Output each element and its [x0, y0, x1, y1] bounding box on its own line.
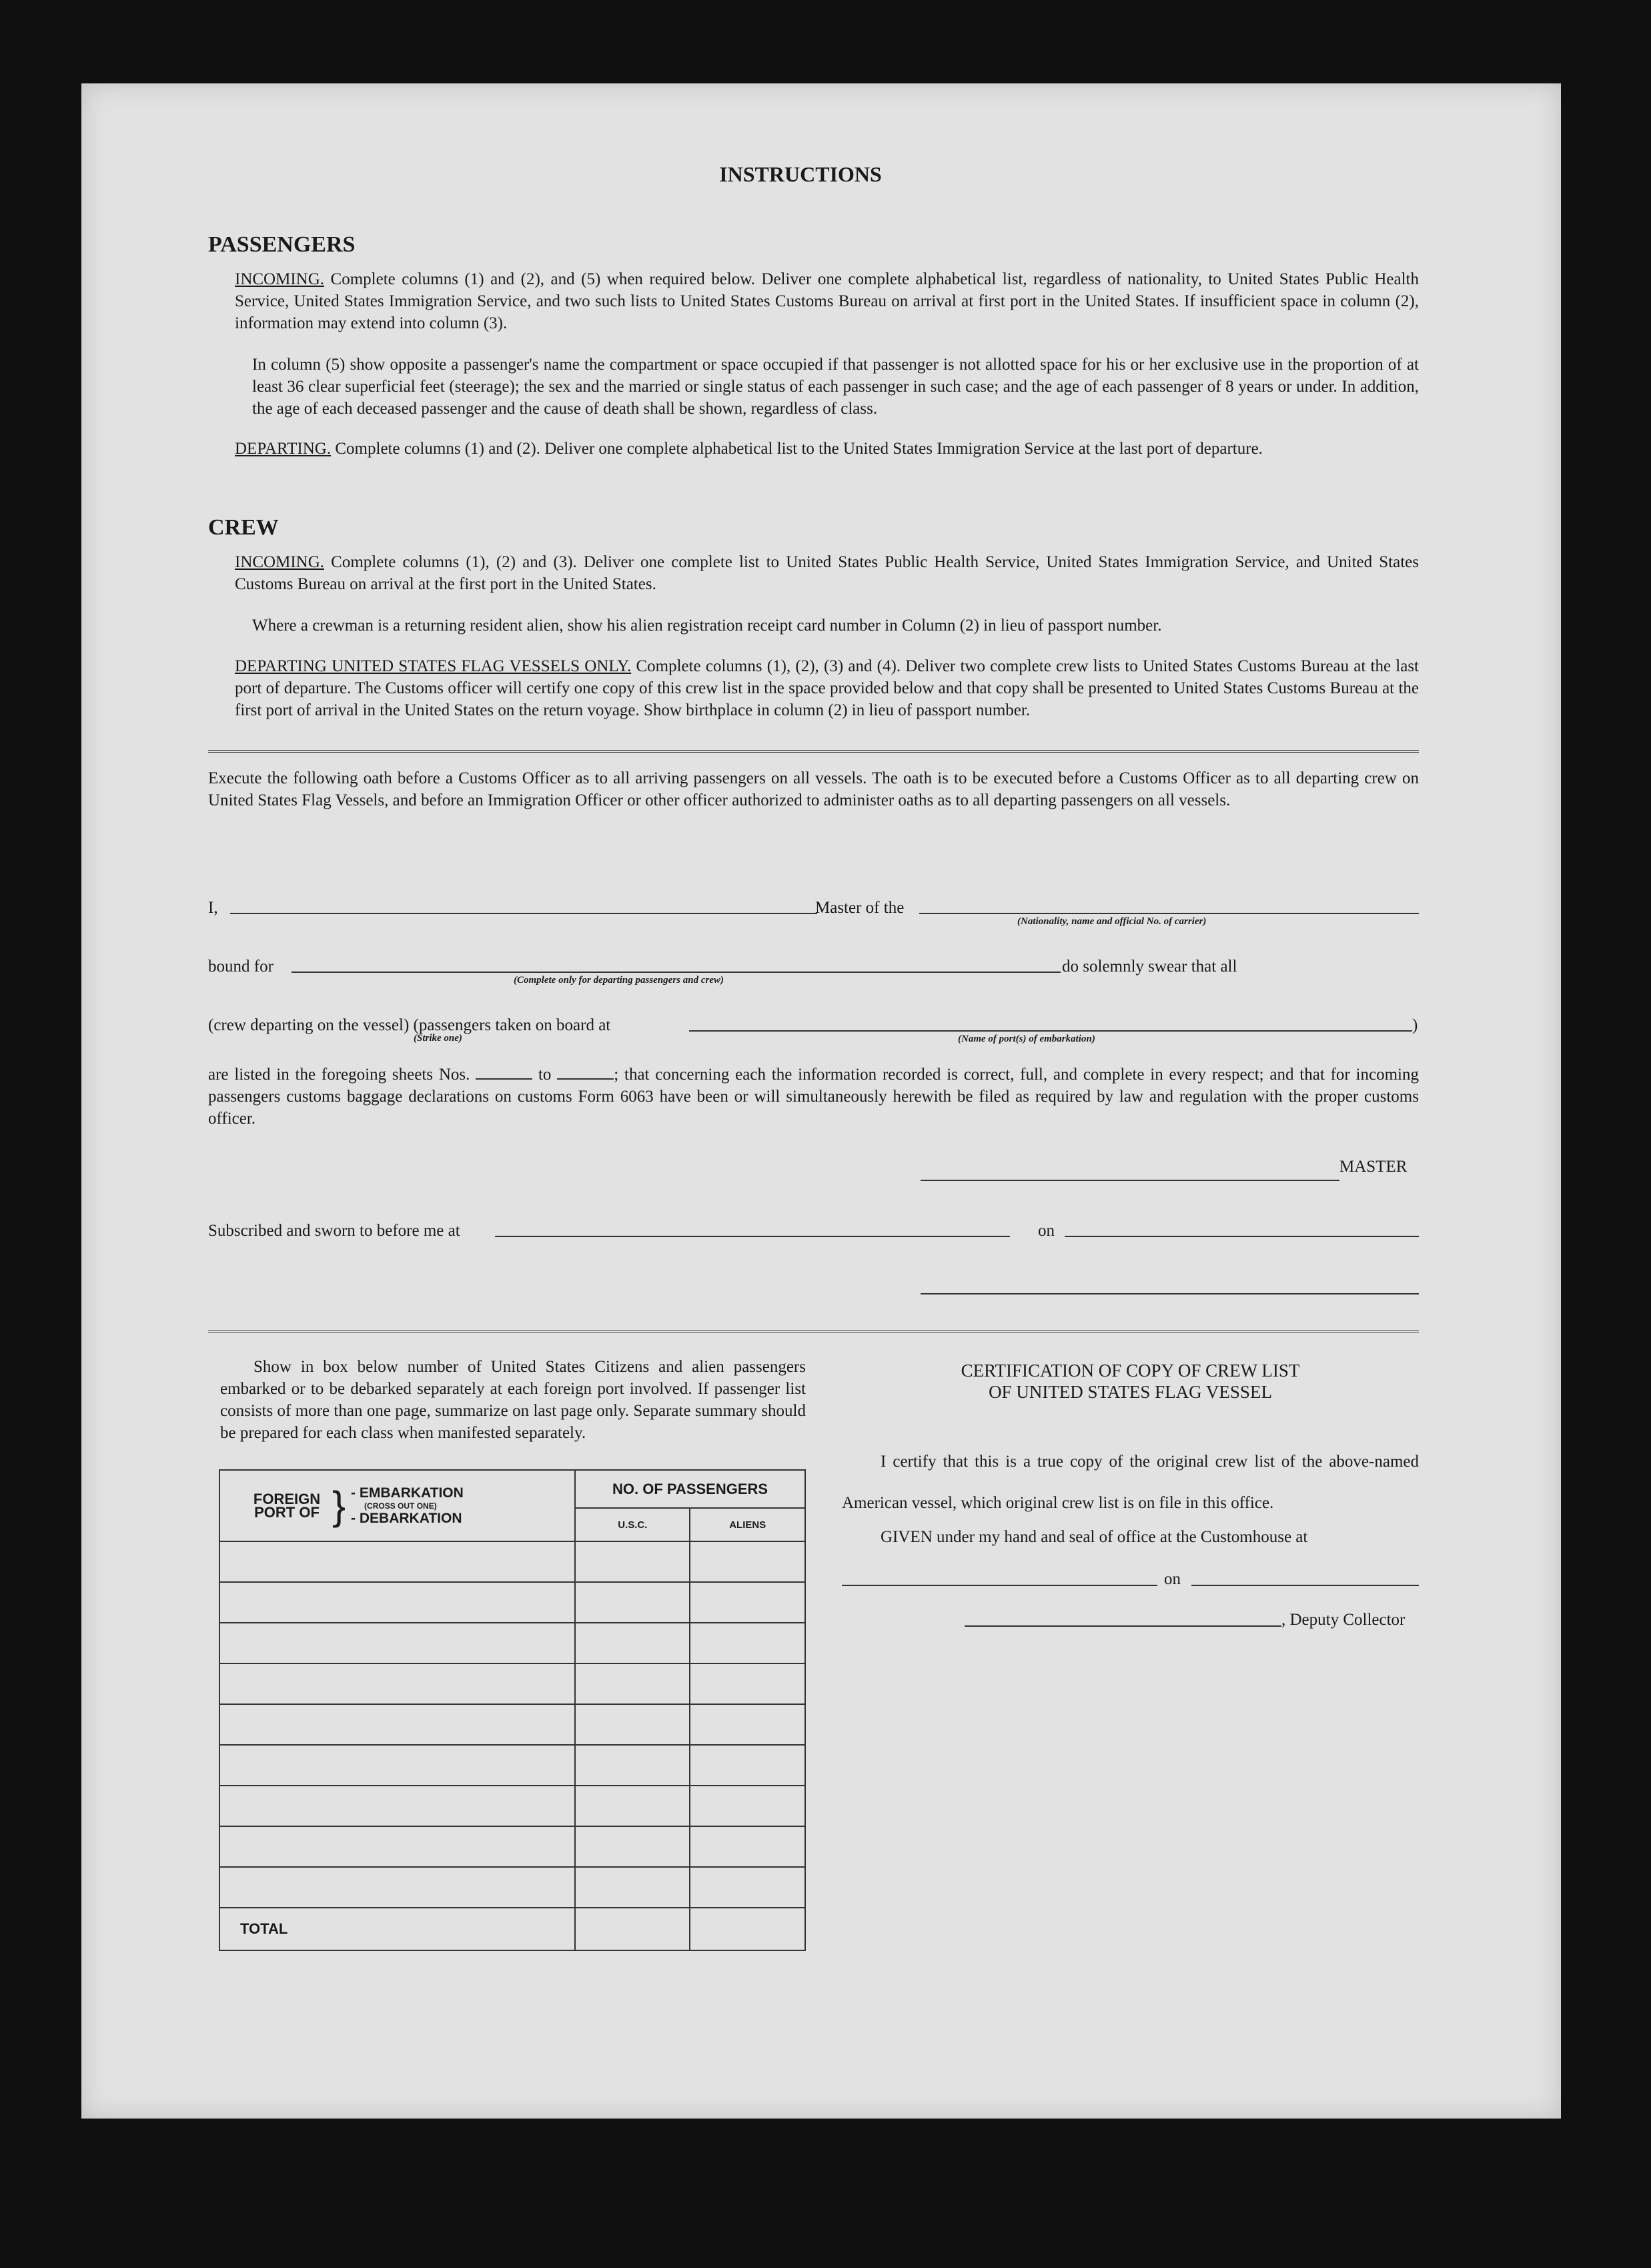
certification-title-line1: CERTIFICATION OF COPY OF CREW LIST [961, 1361, 1300, 1381]
usc-cell[interactable] [575, 1745, 690, 1786]
certification-title [842, 1360, 1419, 1403]
port-cell[interactable] [219, 1826, 575, 1867]
port-cell[interactable] [219, 1704, 575, 1745]
listed-paragraph [208, 1064, 1419, 1130]
crew-passengers-label: (crew departing on the vessel) (passengers taken on board at [208, 1016, 611, 1034]
no-passengers-header: NO. OF PASSENGERS [575, 1470, 805, 1508]
aliens-cell[interactable] [690, 1745, 805, 1786]
usc-cell[interactable] [575, 1826, 690, 1867]
deputy-signature-field[interactable] [965, 1625, 1281, 1627]
strike-one-caption: (Strike one) [414, 1033, 462, 1044]
to-label: to [538, 1066, 552, 1084]
aliens-cell[interactable] [690, 1582, 805, 1623]
passenger-summary-box [219, 1469, 806, 1951]
sworn-date-field[interactable] [1065, 1236, 1419, 1237]
aliens-cell[interactable] [690, 1786, 805, 1826]
embarkation-label: - EMBARKATION [351, 1485, 464, 1501]
port-cell[interactable] [219, 1582, 575, 1623]
master-signature-field[interactable] [921, 1180, 1339, 1181]
port-cell[interactable] [219, 1663, 575, 1704]
passengers-incoming-paragraph [235, 268, 1419, 334]
total-label: TOTAL [240, 1920, 288, 1937]
officer-signature-field[interactable] [921, 1293, 1419, 1294]
crew-incoming-text: Complete columns (1), (2) and (3). Deliver one complete list to United States Public Health Service, United States Immigration Service, and United States Customs Bureau on arrival at the first port in the United States. [235, 553, 1419, 593]
aliens-cell[interactable] [690, 1541, 805, 1582]
bound-for-field[interactable] [292, 972, 1061, 973]
port-cell[interactable] [219, 1786, 575, 1826]
passengers-incoming-text: Complete columns (1) and (2), and (5) when required below. Deliver one complete alphabetical list, regardless of nationality, to United States Public Health Service, United States Immigration Service, and two such lists to United States Customs Bureau on arrival at first port in the United States. If insufficient space in column (2), information may extend into column (3). [235, 270, 1419, 332]
aliens-cell[interactable] [690, 1663, 805, 1704]
aliens-cell[interactable] [690, 1867, 805, 1908]
cross-out-label: (CROSS OUT ONE) [364, 1501, 437, 1511]
passengers-heading: PASSENGERS [208, 232, 356, 257]
bound-for-label: bound for [208, 958, 273, 976]
carrier-field[interactable] [919, 913, 1419, 914]
port-cell[interactable] [219, 1867, 575, 1908]
foreign-port-header: FOREIGN PORT OF [253, 1490, 321, 1521]
bound-for-caption: (Complete only for departing passengers and crew) [514, 975, 724, 986]
port-caption: (Name of port(s) of embarkation) [958, 1034, 1095, 1044]
port-cell[interactable] [219, 1541, 575, 1582]
passengers-incoming-label: INCOMING. [235, 270, 325, 288]
sheet-from-field[interactable] [476, 1078, 532, 1080]
sworn-place-field[interactable] [495, 1236, 1010, 1237]
cert-date-field[interactable] [1191, 1585, 1419, 1586]
aliens-header: ALIENS [690, 1508, 805, 1541]
usc-cell[interactable] [575, 1704, 690, 1745]
master-label: MASTER [1339, 1158, 1408, 1176]
sworn-on-label: on [1038, 1222, 1055, 1240]
usc-cell[interactable] [575, 1867, 690, 1908]
passengers-departing-text: Complete columns (1) and (2). Deliver one complete alphabetical list to the United States Immigration Service at the last port of departure. [335, 440, 1263, 458]
usc-total-cell[interactable] [575, 1908, 690, 1950]
summary-intro: Show in box below number of United States Citizens and alien passengers embarked or to be debarked separately at each foreign port involved. If passenger list consists of more than one page, summarize on last page only. Separate summary should be prepared for each class when manifested separately. [220, 1358, 806, 1442]
subscribed-label: Subscribed and sworn to before me at [208, 1222, 460, 1240]
master-name-field[interactable] [230, 913, 817, 914]
cert-on-label: on [1164, 1570, 1181, 1588]
port-cell[interactable] [219, 1745, 575, 1786]
total-row-label-cell [219, 1908, 575, 1950]
listed-prefix: are listed in the foregoing sheets Nos. [208, 1066, 470, 1084]
aliens-cell[interactable] [690, 1704, 805, 1745]
port-cell[interactable] [219, 1623, 575, 1663]
oath-i-label: I, [208, 899, 218, 917]
oath-intro: Execute the following oath before a Customs Officer as to all arriving passengers on all vessels. The oath is to be executed before a Customs Officer as to all departing crew on United States Flag Vessels, and before an Immigration Officer or other officer authorized to administer oaths as to all departing passengers on all vessels. [208, 769, 1419, 809]
crew-heading: CREW [208, 515, 279, 540]
passengers-column5-paragraph: In column (5) show opposite a passenger's name the compartment or space occupied if that passenger is not allotted space for his or her exclusive use in the proportion of at least 36 clear superficial feet (steerage); the sex and the married or single status of each passenger in such case; and the age of each passenger of 8 years or under. In addition, the age of each deceased passenger and the cause of death shall be shown, regardless of class. [252, 356, 1419, 418]
passengers-departing-paragraph [235, 438, 1419, 460]
crew-incoming-label: INCOMING. [235, 553, 325, 571]
section-divider-2 [208, 1330, 1419, 1338]
deputy-collector-label: , Deputy Collector [1281, 1611, 1406, 1629]
usc-cell[interactable] [575, 1582, 690, 1623]
swear-label: do solemnly swear that all [1062, 958, 1237, 976]
usc-cell[interactable] [575, 1786, 690, 1826]
close-paren: ) [1412, 1016, 1418, 1034]
listed-rest: ; that concerning each the information recorded is correct, full, and complete in every respect; and that for incoming passengers customs baggage declarations on customs Form 6063 have been or will simultaneously herewith be filed as required by law and regulation with the proper customs officer. [208, 1066, 1419, 1128]
section-divider [208, 750, 1419, 758]
certification-title-line2: OF UNITED STATES FLAG VESSEL [989, 1382, 1272, 1402]
master-of-label: Master of the [815, 899, 905, 917]
crew-resident-paragraph: Where a crewman is a returning resident alien, show his alien registration receipt card number in Column (2) in lieu of passport number. [252, 617, 1162, 635]
debarkation-label: - DEBARKATION [351, 1510, 462, 1526]
given-label: GIVEN under my hand and seal of office at the Customhouse at [881, 1528, 1308, 1546]
brace-icon: } [332, 1483, 346, 1528]
aliens-cell[interactable] [690, 1826, 805, 1867]
crew-departing-paragraph [235, 655, 1419, 721]
crew-incoming-paragraph [235, 551, 1419, 595]
crew-departing-label: DEPARTING UNITED STATES FLAG VESSELS ONLY. [235, 657, 632, 675]
usc-cell[interactable] [575, 1663, 690, 1704]
certification-text: I certify that this is a true copy of the original crew list of the above-named American vessel, which original crew list is on file in this office. [842, 1453, 1419, 1512]
embarkation-port-field[interactable] [689, 1030, 1412, 1032]
usc-header: U.S.C. [575, 1508, 690, 1541]
passengers-departing-label: DEPARTING. [235, 440, 332, 458]
port-header-cell [219, 1470, 575, 1541]
carrier-caption: (Nationality, name and official No. of carrier) [1017, 916, 1207, 927]
crew-departing-text: Complete columns (1), (2), (3) and (4). Deliver two complete crew lists to United States Customs Bureau at the last port of departure. The Customs officer will certify one copy of this crew list in the space provided below and that copy shall be presented to United States Customs Bureau at the first port of arrival in the United States on the return voyage. Show birthplace in column (2) in lieu of passport number. [235, 657, 1420, 719]
aliens-total-cell[interactable] [690, 1908, 805, 1950]
usc-cell[interactable] [575, 1541, 690, 1582]
page-title: INSTRUCTIONS [719, 162, 882, 186]
sheet-to-field[interactable] [557, 1078, 614, 1080]
aliens-cell[interactable] [690, 1623, 805, 1663]
usc-cell[interactable] [575, 1623, 690, 1663]
customhouse-field[interactable] [842, 1585, 1157, 1586]
